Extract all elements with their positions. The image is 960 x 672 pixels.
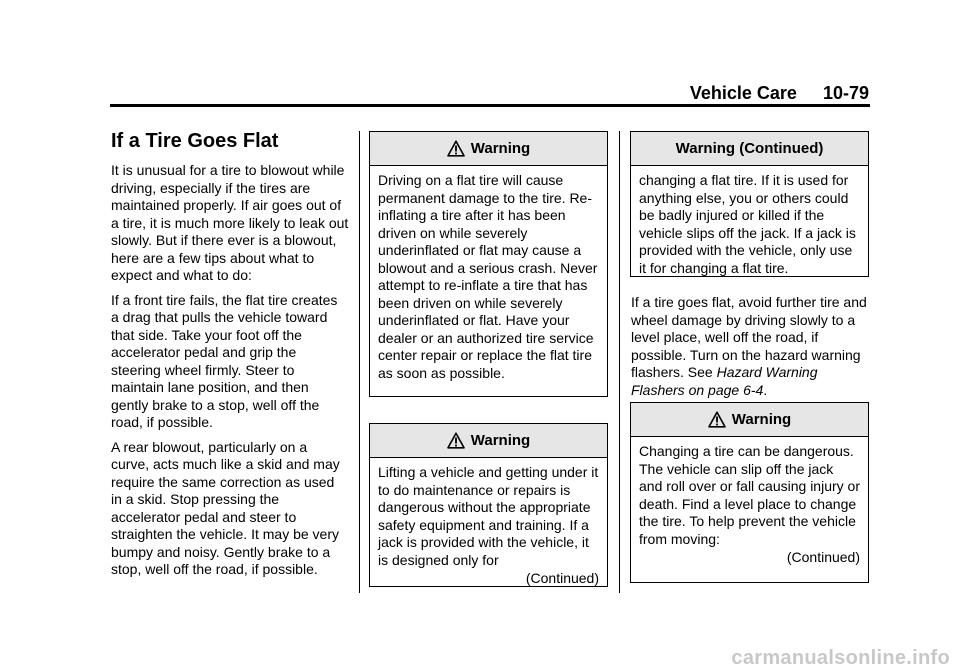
page-number: 10-79 xyxy=(822,83,869,103)
warning-box-changing-tire xyxy=(630,402,869,583)
warning-title: Warning (Continued) xyxy=(675,140,824,157)
watermark: carmanualsonline.info xyxy=(731,647,950,669)
warning-box-flat-tire xyxy=(369,131,608,397)
warning-header xyxy=(370,132,607,166)
warning-title: Warning xyxy=(470,140,531,157)
warning-triangle-icon xyxy=(708,411,726,428)
cross-reference-link[interactable]: Hazard Warning Flashers on page 6-4 xyxy=(631,364,818,398)
column-divider-2 xyxy=(619,131,620,593)
warning-title: Warning xyxy=(731,411,792,428)
column-3-text xyxy=(631,294,869,406)
section-title: Vehicle Care xyxy=(689,83,797,103)
warning-title: Warning xyxy=(470,432,531,449)
continued-label: (Continued) xyxy=(786,549,860,565)
paragraph-rear-tire: A rear blowout, particularly on a curve, acts much like a skid and may require the same correction as used in a skid. Stop pressing the accelerator pedal and steer to straighten the vehicle. It may be very bumpy and noisy. Gently brake to a stop, well off the road, if possible. xyxy=(111,438,340,577)
column-1 xyxy=(111,128,349,586)
warning-triangle-icon xyxy=(447,140,465,157)
warning-header xyxy=(631,132,868,166)
warning-header xyxy=(370,424,607,458)
warning-box-lifting xyxy=(369,423,608,587)
warning-text: Changing a tire can be dangerous. The vehicle can slip off the jack and roll over or fall causing injury or death. Find a level place to change the tire. To help prevent the vehicle from moving: xyxy=(639,443,860,547)
paragraph-flat-tire: If a tire goes flat, avoid further tire and wheel damage by driving slowly to a level place, well off the road, if possible. Turn on the hazard warning flashers. See Hazard Warning Flashers on page 6-4. xyxy=(631,294,867,398)
warning-triangle-icon xyxy=(447,432,465,449)
page-header xyxy=(110,82,869,104)
warning-header xyxy=(631,403,868,437)
warning-box-continued xyxy=(630,131,869,277)
section-heading: If a Tire Goes Flat xyxy=(111,130,279,152)
warning-text: Driving on a flat tire will cause permanent damage to the tire. Re-inflating a tire after it has been driven on while severely underinflated or flat may cause a blowout and a serious crash. Never attempt to re-inflate a tire that has been driven on while severely underinflated or flat. Have your dealer or an authorized tire service center repair or replace the flat tire as soon as possible. xyxy=(378,172,598,381)
paragraph-front-tire: If a front tire fails, the flat tire creates a drag that pulls the vehicle toward that side. Take your foot off the accelerator pedal and grip the steering wheel firmly. Steer to maintain lane position, and then gently brake to a stop, well off the road, if possible. xyxy=(111,291,338,430)
continued-label: (Continued) xyxy=(525,570,599,586)
warning-text: Lifting a vehicle and getting under it to do maintenance or repairs is dangerous without the appropriate safety equipment and training. If a jack is provided with the vehicle, it is designed only for xyxy=(378,464,599,568)
warning-text: changing a flat tire. If it is used for anything else, you or others could be badly injured or killed if the vehicle slips off the jack. If a jack is provided with the vehicle, only use it for changing a flat tire. xyxy=(639,172,856,276)
column-divider-1 xyxy=(359,131,360,593)
paragraph-intro: It is unusual for a tire to blowout while driving, especially if the tires are maintained properly. If air goes out of a tire, it is much more likely to leak out slowly. But if there ever is a blowout, here are a few tips about what to expect and what to do: xyxy=(111,162,349,283)
header-rule xyxy=(110,104,870,107)
